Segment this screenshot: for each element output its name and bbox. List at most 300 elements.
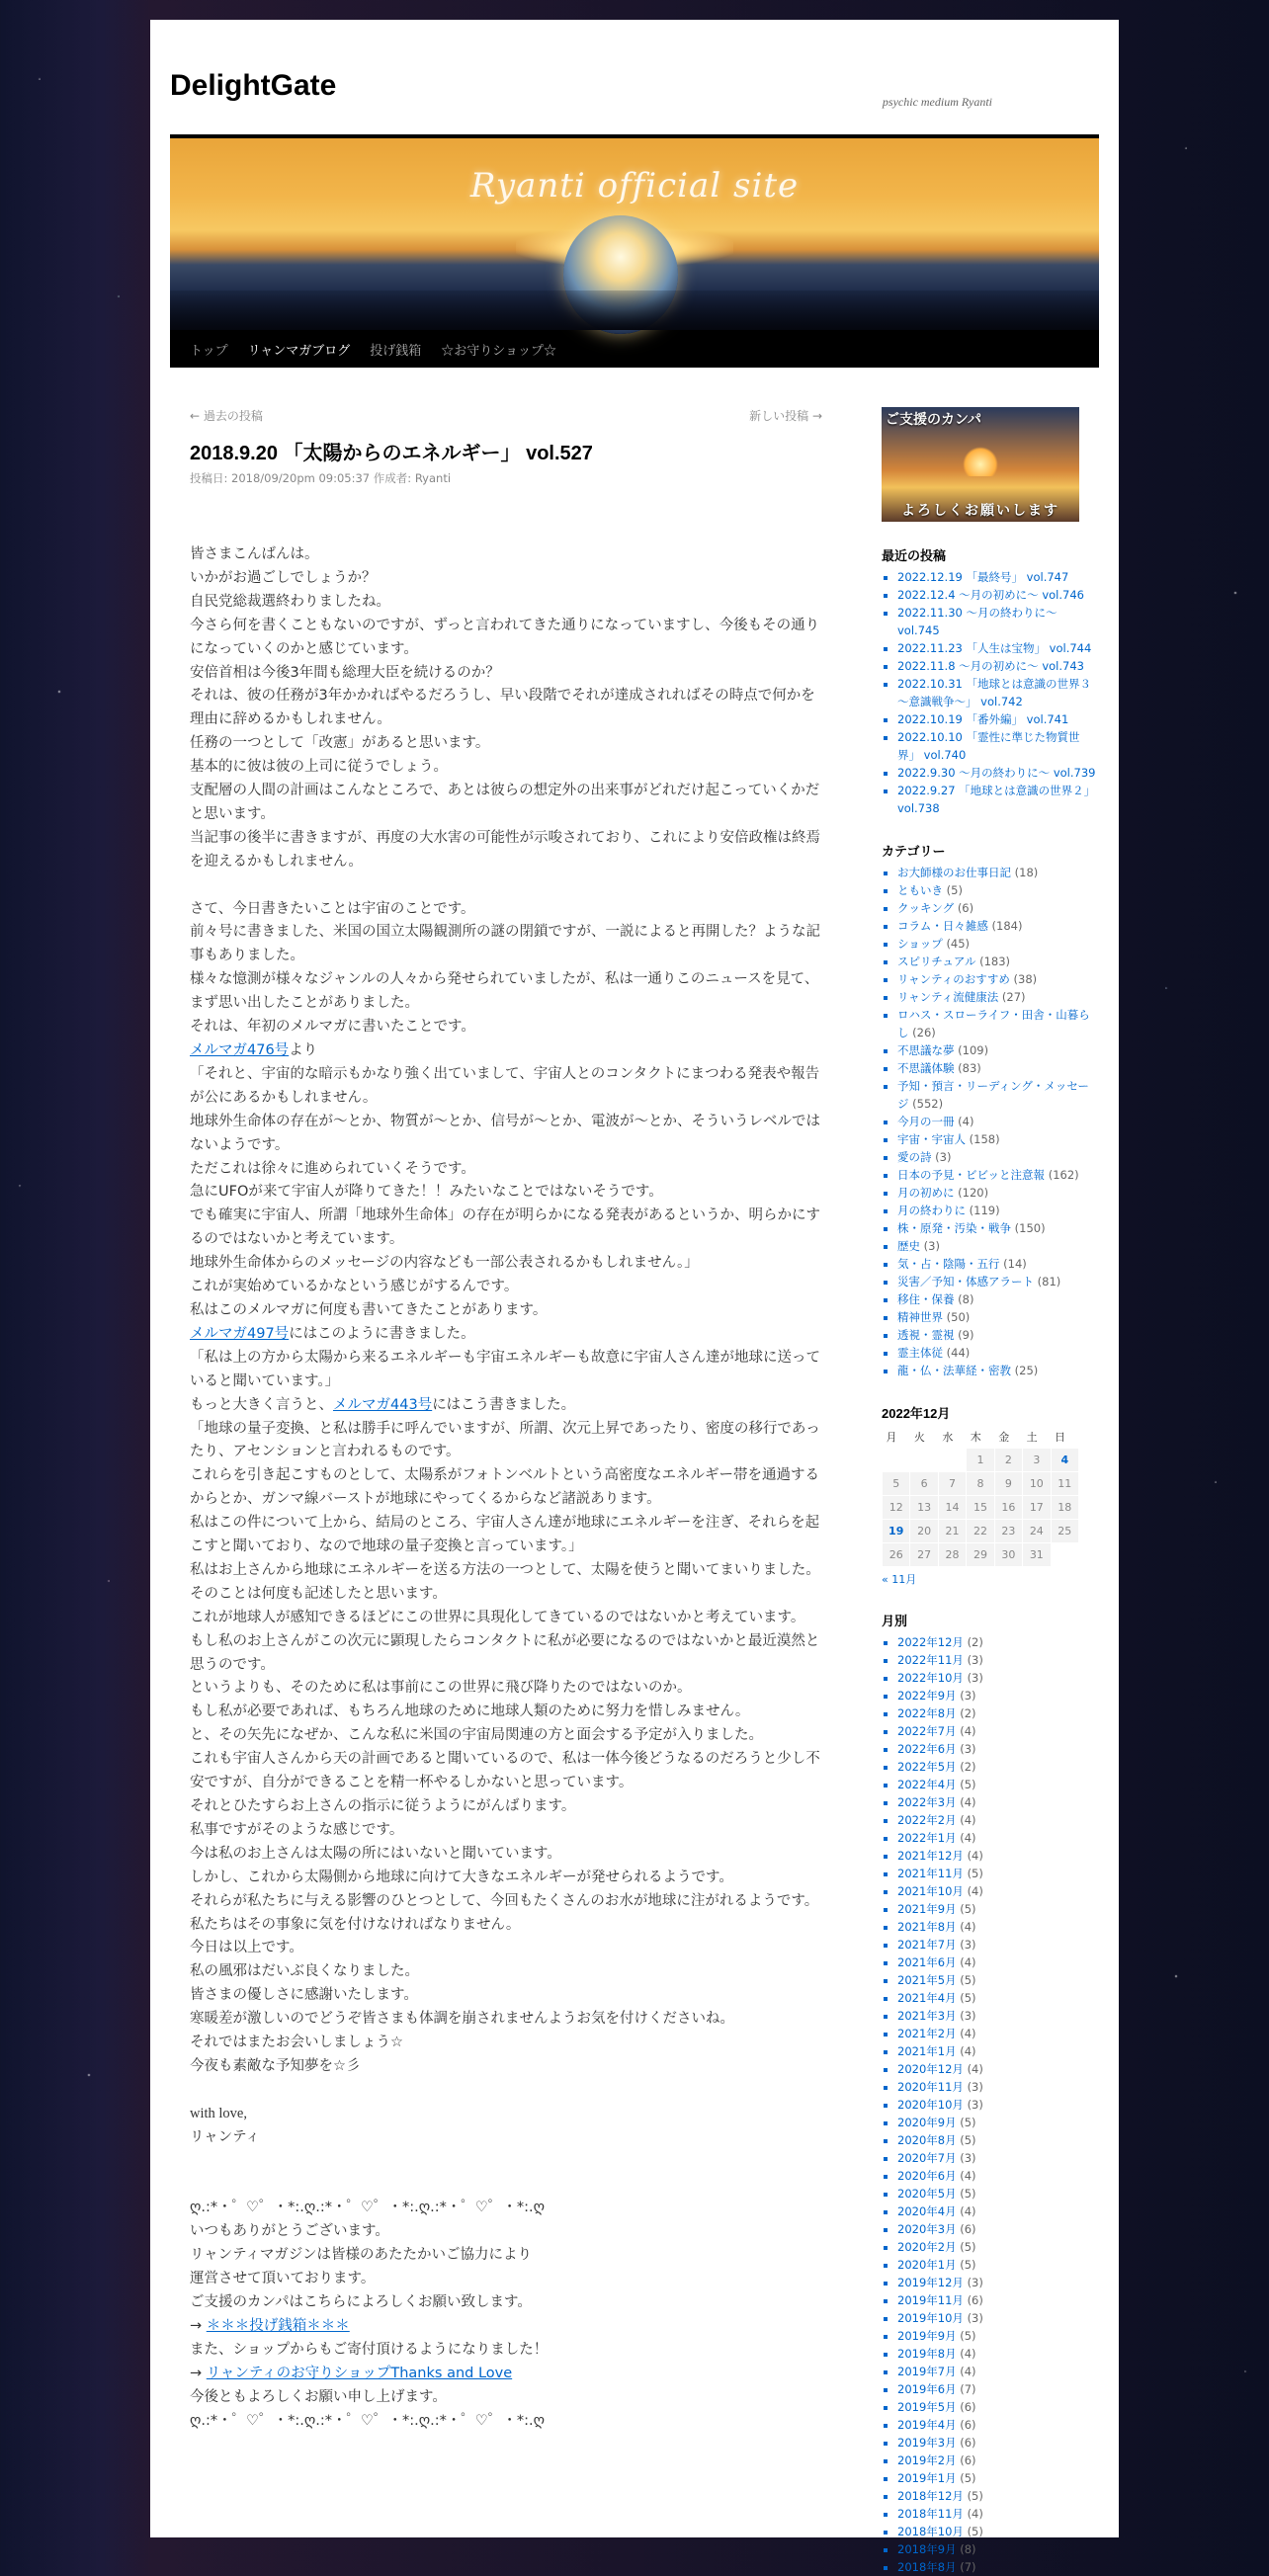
category-item bbox=[897, 1344, 1099, 1362]
recent-post-link[interactable]: ▪ 2022.9.27 「地球とは意識の世界２」 vol.738 bbox=[897, 782, 1099, 817]
archive-item-count: (4) bbox=[967, 2061, 983, 2076]
archive-item bbox=[897, 2327, 1099, 2345]
category-item bbox=[897, 1273, 1099, 1290]
calendar-week bbox=[883, 1519, 1079, 1542]
category-item-link[interactable]: 精神世界 bbox=[897, 1310, 943, 1324]
nav-item[interactable]: 投げ銭箱 bbox=[370, 342, 422, 358]
archive-item bbox=[897, 2434, 1099, 2451]
closing-line: 今後ともよろしくお願い申し上げます。 bbox=[190, 2388, 447, 2405]
category-item bbox=[897, 935, 1099, 953]
shop-arrow: → bbox=[190, 2365, 203, 2381]
category-item-link[interactable]: お大師様のお仕事日記 bbox=[897, 866, 1011, 879]
category-item-count: (158) bbox=[969, 1132, 1000, 1146]
post-title: 2018.9.20 「太陽からのエネルギー」 vol.527 bbox=[190, 443, 593, 464]
archive-item bbox=[897, 2274, 1099, 2291]
shop-line: また、ショップからもご寄付頂けるようになりました！ bbox=[190, 2341, 549, 2358]
archive-item-link[interactable]: 2022年10月 bbox=[897, 1670, 964, 1685]
calendar-day: 18 bbox=[1051, 1495, 1078, 1519]
archive-item-count: (5) bbox=[960, 2257, 976, 2272]
category-item-count: (4) bbox=[958, 1115, 974, 1128]
category-item bbox=[897, 899, 1099, 917]
archive-item bbox=[897, 2469, 1099, 2487]
calendar-weekday: 木 bbox=[970, 1430, 981, 1444]
archive-item bbox=[897, 1633, 1099, 1651]
main-navigation bbox=[170, 330, 1099, 368]
category-item-link[interactable]: リャンティのおすすめ bbox=[897, 972, 1010, 986]
calendar-day: 16 bbox=[994, 1495, 1022, 1519]
category-item-count: (552) bbox=[912, 1097, 944, 1111]
archive-item-link[interactable]: 2021年3月 bbox=[897, 2008, 957, 2023]
recent-posts-list bbox=[897, 568, 1099, 817]
category-item-link[interactable]: 月の初めに bbox=[897, 1186, 955, 1200]
archive-item bbox=[897, 2256, 1099, 2274]
calendar-day: 3 bbox=[1023, 1448, 1051, 1471]
category-item-link[interactable]: 不思議体験 bbox=[897, 1061, 955, 1075]
archive-item-link[interactable]: 2022年6月 bbox=[897, 1741, 957, 1756]
magazine-497-link[interactable]: メルマガ497号 bbox=[190, 1325, 290, 1342]
category-item-link[interactable]: 歴史 bbox=[897, 1239, 920, 1253]
category-item-count: (109) bbox=[958, 1043, 989, 1057]
archive-item-link[interactable]: 2020年5月 bbox=[897, 2186, 957, 2201]
paragraph-space bbox=[190, 898, 822, 2079]
author-link[interactable]: Ryanti bbox=[414, 471, 452, 485]
archive-item-link[interactable]: 2021年10月 bbox=[897, 1883, 964, 1898]
recent-post-link[interactable]: ▪ 2022.12.19 「最終号」 vol.747 bbox=[897, 568, 1099, 586]
previous-post-link[interactable]: ← 過去の投稿 bbox=[190, 409, 263, 423]
archive-item-link[interactable]: 2021年4月 bbox=[897, 1990, 957, 2005]
category-item bbox=[897, 864, 1099, 881]
calendar-day-link[interactable]: 19 bbox=[883, 1519, 910, 1542]
archive-item-link[interactable]: 2022年2月 bbox=[897, 1812, 957, 1827]
archive-item-link[interactable]: 2021年5月 bbox=[897, 1972, 957, 1987]
calendar-day: 28 bbox=[938, 1542, 966, 1566]
calendar-caption: 2022年12月 bbox=[882, 1406, 951, 1421]
archive-item bbox=[897, 1722, 1099, 1740]
archive-item-link[interactable]: 2020年2月 bbox=[897, 2239, 957, 2254]
archive-item-link[interactable]: 2019年9月 bbox=[897, 2328, 957, 2343]
post-body bbox=[190, 543, 822, 2433]
quote-497-text: にはこのように書きました。 「私は上の方から太陽から来るエネルギーも宇宙エネルギーも故意に宇宙人さん達が地球に送っていると聞いています。」 もっと大きく言うと、 bbox=[190, 1325, 820, 1413]
archive-item bbox=[897, 1793, 1099, 1811]
archive-item bbox=[897, 1811, 1099, 1829]
archive-item-count: (4) bbox=[960, 2168, 976, 2183]
category-item-count: (18) bbox=[1014, 866, 1039, 879]
archive-item bbox=[897, 1953, 1099, 1971]
archive-item-count: (6) bbox=[960, 2221, 976, 2236]
archive-item-count: (4) bbox=[960, 2364, 976, 2378]
archive-item bbox=[897, 2078, 1099, 2096]
site-description: psychic medium Ryanti bbox=[882, 95, 992, 109]
archive-item-link[interactable]: 2021年8月 bbox=[897, 1919, 957, 1934]
archive-item-link[interactable]: 2018年11月 bbox=[897, 2506, 964, 2521]
category-item bbox=[897, 1362, 1099, 1379]
archive-item-link[interactable]: 2020年4月 bbox=[897, 2203, 957, 2218]
archive-item-count: (5) bbox=[960, 2328, 976, 2343]
archive-item-link[interactable]: 2019年10月 bbox=[897, 2310, 964, 2325]
archive-item-link[interactable]: 2021年7月 bbox=[897, 1937, 957, 1952]
archive-item-link[interactable]: 2022年7月 bbox=[897, 1723, 957, 1738]
category-item-link[interactable]: ともいき bbox=[897, 883, 943, 897]
category-item-link[interactable]: 移住・保養 bbox=[897, 1292, 955, 1306]
archive-item-link[interactable]: 2020年7月 bbox=[897, 2150, 957, 2165]
archive-item-count: (4) bbox=[960, 1830, 976, 1845]
category-item-count: (5) bbox=[946, 883, 963, 897]
archive-item-link[interactable]: 2021年1月 bbox=[897, 2043, 957, 2058]
category-item-count: (45) bbox=[946, 937, 971, 951]
calendar-day: 8 bbox=[967, 1471, 994, 1495]
signoff: with love, リャンティ bbox=[190, 2105, 260, 2145]
category-item bbox=[897, 1255, 1099, 1273]
archive-item-link[interactable]: 2019年5月 bbox=[897, 2399, 957, 2414]
nav-item[interactable]: トップ bbox=[190, 342, 228, 358]
archive-item-count: (4) bbox=[967, 1883, 983, 1898]
donation-box-link[interactable]: ＊＊＊投げ銭箱＊＊＊ bbox=[206, 2317, 350, 2334]
archive-item-link[interactable]: 2022年9月 bbox=[897, 1688, 957, 1703]
recent-post-link[interactable]: ▪ 2022.10.31 「地球とは意識の世界３～意識戦争～」 vol.742 bbox=[897, 675, 1099, 710]
magazine-443-link[interactable]: メルマガ443号 bbox=[333, 1396, 433, 1413]
archive-item-link[interactable]: 2019年1月 bbox=[897, 2470, 957, 2485]
archive-item-link[interactable]: 2019年2月 bbox=[897, 2452, 957, 2467]
footer-decoration-top: ღ.:*・゜♡゜・*:.ღ.:*・゜♡゜・*:.ღ.:*・゜♡゜・*:.ღ bbox=[190, 2200, 546, 2216]
category-item-count: (50) bbox=[946, 1310, 971, 1324]
post-date-link[interactable]: 2018/09/20pm 09:05:37 bbox=[231, 471, 371, 485]
archive-item-count: (4) bbox=[960, 1794, 976, 1809]
calendar-day: 9 bbox=[994, 1471, 1022, 1495]
calendar-day: 24 bbox=[1023, 1519, 1051, 1542]
calendar-day: 31 bbox=[1023, 1542, 1051, 1566]
calendar-day: 30 bbox=[994, 1542, 1022, 1566]
calendar-day bbox=[1051, 1542, 1078, 1566]
archive-item-count: (4) bbox=[960, 2346, 976, 2361]
shoreline-silhouette bbox=[170, 291, 1099, 330]
recent-post-link[interactable]: ▪ 2022.11.8 ～月の初めに～ vol.743 bbox=[897, 657, 1099, 675]
archive-item-link[interactable]: 2019年11月 bbox=[897, 2292, 964, 2307]
archive-item-count: (3) bbox=[960, 1937, 976, 1952]
archive-item-link[interactable]: 2022年1月 bbox=[897, 1830, 957, 1845]
calendar-day: 6 bbox=[910, 1471, 938, 1495]
category-item-link[interactable]: 不思議な夢 bbox=[897, 1043, 955, 1057]
category-item-count: (26) bbox=[912, 1026, 936, 1039]
recent-post-link[interactable]: ▪ 2022.12.4 ～月の初めに～ vol.746 bbox=[897, 586, 1099, 604]
archive-item bbox=[897, 2558, 1099, 2576]
archive-item bbox=[897, 1918, 1099, 1936]
category-item-count: (3) bbox=[923, 1239, 940, 1253]
archive-item-link[interactable]: 2020年1月 bbox=[897, 2257, 957, 2272]
archive-item-count: (4) bbox=[967, 1848, 983, 1863]
category-item-link[interactable]: 宇宙・宇宙人 bbox=[897, 1132, 966, 1146]
footer-thanks-text: いつもありがとうございます。 リャンティマガジンは皆様のあたたかいご協力により 運営させて頂いております。 ご支援のカンパはこちらによろしくお願い致します。 bbox=[190, 2223, 533, 2311]
sidebar bbox=[882, 407, 1099, 2576]
calendar-widget bbox=[882, 1403, 1099, 1587]
archive-item-link[interactable]: 2021年11月 bbox=[897, 1866, 964, 1880]
calendar-day: 14 bbox=[938, 1495, 966, 1519]
category-item bbox=[897, 1148, 1099, 1166]
category-item-link[interactable]: ロハス・スローライフ・田舎・山暮らし bbox=[897, 1008, 1090, 1039]
archive-item-link[interactable]: 2019年8月 bbox=[897, 2346, 957, 2361]
archive-item bbox=[897, 2167, 1099, 2185]
calendar-day: 25 bbox=[1051, 1519, 1078, 1542]
archive-item-link[interactable]: 2022年8月 bbox=[897, 1705, 957, 1720]
header-banner-image bbox=[170, 134, 1099, 330]
calendar-day: 17 bbox=[1023, 1495, 1051, 1519]
category-item-link[interactable]: 気・占・陰陽・五行 bbox=[897, 1257, 1000, 1271]
recent-post-link[interactable]: ▪ 2022.9.30 ～月の終わりに～ vol.739 bbox=[897, 764, 1099, 782]
archive-item-link[interactable]: 2021年6月 bbox=[897, 1954, 957, 1969]
recent-post-link[interactable]: ▪ 2022.11.23 「人生は宝物」 vol.744 bbox=[897, 639, 1099, 657]
archive-item-link[interactable]: 2019年12月 bbox=[897, 2275, 964, 2289]
category-item-count: (184) bbox=[991, 919, 1023, 933]
archive-item-link[interactable]: 2021年9月 bbox=[897, 1901, 957, 1916]
calendar-table bbox=[882, 1426, 1079, 1567]
donation-banner[interactable] bbox=[882, 407, 1079, 522]
archive-item-link[interactable]: 2018年9月 bbox=[897, 2541, 957, 2556]
category-item-link[interactable]: 災害／予知・体感アラート bbox=[897, 1275, 1034, 1288]
post-content-column bbox=[190, 407, 822, 2433]
archive-item bbox=[897, 1829, 1099, 1847]
archive-item bbox=[897, 2523, 1099, 2540]
site-title[interactable]: DelightGate bbox=[170, 69, 337, 102]
category-item bbox=[897, 1041, 1099, 1059]
archive-item bbox=[897, 2380, 1099, 2398]
category-item bbox=[897, 1326, 1099, 1344]
category-item-link[interactable]: 透視・霊視 bbox=[897, 1328, 955, 1342]
archives-widget bbox=[882, 1611, 1099, 2576]
archive-item-link[interactable]: 2020年6月 bbox=[897, 2168, 957, 2183]
archive-item-count: (3) bbox=[967, 1652, 983, 1667]
category-item-link[interactable]: リャンティ流健康法 bbox=[897, 990, 999, 1004]
archive-item-link[interactable]: 2019年7月 bbox=[897, 2364, 957, 2378]
category-item-count: (14) bbox=[1003, 1257, 1027, 1271]
calendar-week bbox=[883, 1471, 1079, 1495]
category-item-link[interactable]: コラム・日々雑感 bbox=[897, 919, 988, 933]
archive-item-count: (3) bbox=[960, 1688, 976, 1703]
category-item bbox=[897, 881, 1099, 899]
archive-item-link[interactable]: 2019年3月 bbox=[897, 2435, 957, 2450]
nav-item[interactable]: ☆お守りショップ☆ bbox=[441, 342, 557, 358]
category-item-count: (119) bbox=[969, 1204, 1000, 1217]
calendar-day: 12 bbox=[883, 1495, 910, 1519]
archive-item bbox=[897, 2060, 1099, 2078]
archive-item bbox=[897, 1865, 1099, 1882]
next-post-link[interactable]: 新しい投稿 → bbox=[749, 409, 822, 423]
category-item-count: (183) bbox=[979, 955, 1011, 968]
category-item bbox=[897, 1237, 1099, 1255]
archive-item-link[interactable]: 2021年2月 bbox=[897, 2026, 957, 2040]
archive-item-link[interactable]: 2022年11月 bbox=[897, 1652, 964, 1667]
footer-block bbox=[190, 2197, 822, 2433]
categories-list bbox=[897, 864, 1099, 1379]
archive-item bbox=[897, 2025, 1099, 2042]
recent-post-link[interactable]: ▪ 2022.10.10 「霊性に準じた物質世界」 vol.740 bbox=[897, 728, 1099, 764]
recent-post-link[interactable]: ▪ 2022.11.30 ～月の終わりに～ vol.745 bbox=[897, 604, 1099, 639]
archive-item-link[interactable]: 2019年4月 bbox=[897, 2417, 957, 2432]
archive-item-count: (7) bbox=[960, 2559, 976, 2574]
category-item-count: (3) bbox=[935, 1150, 952, 1164]
archive-item-count: (6) bbox=[960, 2399, 976, 2414]
category-item-link[interactable]: ショップ bbox=[897, 937, 943, 951]
archive-item-count: (4) bbox=[967, 2506, 983, 2521]
archive-item bbox=[897, 1776, 1099, 1793]
calendar-day: 1 bbox=[967, 1448, 994, 1471]
magazine-476-link[interactable]: メルマガ476号 bbox=[190, 1042, 290, 1059]
site-header bbox=[170, 49, 1099, 134]
archive-item-count: (5) bbox=[960, 2132, 976, 2147]
archive-item bbox=[897, 2540, 1099, 2558]
archive-item-count: (5) bbox=[967, 2524, 983, 2538]
archive-item bbox=[897, 1687, 1099, 1704]
category-item-count: (83) bbox=[958, 1061, 981, 1075]
quote-476-text: より 「それと、宇宙的な暗示もかなり強く出ていまして、宇宙人とのコンタクトにまつわる発表や報告が公にあるかもしれません。 地球外生命体の存在が～とか、物質が～とか、信号が～とか、電波が～とか、そういうレベルではないようです。 ただこれは徐々に進められていくそうです。 急にUFOが来て宇宙人が降りてきた！！みたいなことではないそうです。 でも確実に宇宙人、所謂「地球外生命体」の存在が明らかになる発表があるというか、明らかにするのではないかと考えています。 地球外生命体からのメッセージの内容なども一部公表されるかもしれません。」 これが実始めているかなという感じがするんです。 私はこのメルマガに何度も書いてきたことがあります。 bbox=[190, 1042, 820, 1318]
archive-item bbox=[897, 2042, 1099, 2060]
category-item-link[interactable]: 龍・仏・法華経・密教 bbox=[897, 1364, 1011, 1377]
calendar-weekday: 土 bbox=[1026, 1430, 1038, 1444]
categories-widget bbox=[882, 841, 1099, 1379]
archive-item-link[interactable]: 2020年11月 bbox=[897, 2079, 964, 2094]
archive-item-count: (5) bbox=[967, 1866, 983, 1880]
category-item-link[interactable]: 株・原発・汚染・戦争 bbox=[897, 1221, 1011, 1235]
calendar-day: 23 bbox=[994, 1519, 1022, 1542]
archive-item-link[interactable]: 2021年12月 bbox=[897, 1848, 964, 1863]
archive-item bbox=[897, 1704, 1099, 1722]
archive-item bbox=[897, 2131, 1099, 2149]
archive-item-link[interactable]: 2022年4月 bbox=[897, 1777, 957, 1791]
archive-item-link[interactable]: 2020年12月 bbox=[897, 2061, 964, 2076]
archive-item-link[interactable]: 2018年12月 bbox=[897, 2488, 964, 2503]
archive-item bbox=[897, 2291, 1099, 2309]
archive-item bbox=[897, 1651, 1099, 1669]
archive-item bbox=[897, 2345, 1099, 2363]
calendar-prev-month-link[interactable]: « 11月 bbox=[882, 1572, 917, 1586]
archive-item bbox=[897, 2451, 1099, 2469]
archive-item-count: (6) bbox=[967, 2292, 983, 2307]
archive-item bbox=[897, 1989, 1099, 2007]
calendar-day: 20 bbox=[910, 1519, 938, 1542]
donate-arrow: → bbox=[190, 2317, 203, 2334]
archive-item-count: (3) bbox=[967, 2079, 983, 2094]
archive-item-link[interactable]: 2022年5月 bbox=[897, 1759, 957, 1774]
category-item-count: (150) bbox=[1014, 1221, 1046, 1235]
calendar-day: 7 bbox=[938, 1471, 966, 1495]
category-item bbox=[897, 917, 1099, 935]
author-prefix: 作成者: bbox=[370, 471, 415, 485]
category-item-link[interactable]: 予知・預言・リーディング・メッセージ bbox=[897, 1079, 1089, 1111]
archive-item-count: (4) bbox=[960, 1812, 976, 1827]
category-item-link[interactable]: 月の終わりに bbox=[897, 1204, 966, 1217]
archive-item-count: (3) bbox=[967, 1670, 983, 1685]
calendar-day: 5 bbox=[883, 1471, 910, 1495]
category-item bbox=[897, 1113, 1099, 1130]
quote-443-text: にはこう書きました。 「地球の量子変換、と私は勝手に呼んでいますが、所謂、次元上昇であったり、密度の移行であったり、アセンションと言われるものです。 これらを引き起こすものとして、太陽系がフォトンベルトという高密度なエネルギー帯を通過するからとか、ガンマ線バーストが地球にやってくるからなど諸説あります。 私はこの件について上から、結局のところ、宇宙人さん達が地球にエネルギーを注ぎ、それらを起こすと聞いており、なので地球の量子変換と言っています。」 私はお上さんから地球にエネルギーを送る方法の一つとして、太陽を使うと聞いてまいりました。 そのことは何度も記述したと思います。 これが地球人が感知できるほどにこの世界に具現化してきているのではないかと考えています。 もし私のお上さんがこの次元に顕現したらコンタクトに私が必要になるのではないかと最近漠然と思うのです。 というよりも、そのために私は事前にこの世界に飛び降りたのではないのか。 もし私が必要であれば、もちろん地球のために地球人類のために努力を惜しみません。 と、その矢先になぜか、こんな私に米国の宇宙局関連の方と面会する予定が入りました。 これも宇宙人さんから天の計画であると聞いているので、私は一体今後どうなるのだろうと少し不安ですが、自分ができることを精一杯やるしかないと思っています。 それとひたすらお上さんの指示に従うようにがんばります。 私事ですがそのような感じです。 今は私のお上さんは太陽の所にはいないと聞いています。 しかし、これから太陽側から地球に向けて大きなエネルギーが発せられるようです。 それらが私たちに与える影響のひとつとして、今回もたくさんのお水が地球に注がれるようです。 私たちはその事象に気を付けなければなりません。 今日は以上です。 私の風邪はだいぶ良くなりました。 皆さまの優しさに感謝いたします。 寒暖差が激しいのでどうぞ皆さまも体調を崩されませんようお気を付けくださいね。 それではまたお会いしましょう☆ 今夜も素敵な予知夢を☆彡 bbox=[190, 1396, 820, 2074]
archive-item-link[interactable]: 2022年12月 bbox=[897, 1634, 964, 1649]
calendar-day: 26 bbox=[883, 1542, 910, 1566]
category-item bbox=[897, 1308, 1099, 1326]
category-item bbox=[897, 988, 1099, 1006]
calendar-days bbox=[883, 1448, 1079, 1566]
archive-item-count: (4) bbox=[960, 2043, 976, 2058]
archive-item-count: (6) bbox=[960, 2435, 976, 2450]
archive-item bbox=[897, 2487, 1099, 2505]
category-item-count: (25) bbox=[1014, 1364, 1039, 1377]
category-item-link[interactable]: 日本の予見・ビビッと注意報 bbox=[897, 1168, 1046, 1182]
archive-item bbox=[897, 2149, 1099, 2167]
calendar-weekday: 月 bbox=[886, 1430, 897, 1444]
archive-item-link[interactable]: 2022年3月 bbox=[897, 1794, 957, 1809]
archive-item-count: (7) bbox=[960, 2381, 976, 2396]
categories-title: カテゴリー bbox=[882, 844, 946, 859]
category-item bbox=[897, 1059, 1099, 1077]
archive-item bbox=[897, 2007, 1099, 2025]
archive-item-count: (4) bbox=[960, 1723, 976, 1738]
archive-item bbox=[897, 1971, 1099, 1989]
archive-item-count: (4) bbox=[960, 2203, 976, 2218]
category-item-link[interactable]: 今月の一冊 bbox=[897, 1115, 955, 1128]
archive-item bbox=[897, 1740, 1099, 1758]
category-item-count: (6) bbox=[957, 901, 974, 915]
category-item-link[interactable]: スピリチュアル bbox=[897, 955, 976, 968]
archive-item-count: (5) bbox=[960, 2239, 976, 2254]
calendar-day-link[interactable]: 4 bbox=[1051, 1448, 1078, 1471]
calendar-day: 22 bbox=[967, 1519, 994, 1542]
archive-item bbox=[897, 2096, 1099, 2114]
category-item-count: (38) bbox=[1013, 972, 1038, 986]
archive-item bbox=[897, 2398, 1099, 2416]
archive-item-link[interactable]: 2020年9月 bbox=[897, 2115, 957, 2129]
category-item bbox=[897, 1006, 1099, 1041]
heart-hands-icon bbox=[963, 447, 998, 476]
archive-item-link[interactable]: 2018年10月 bbox=[897, 2524, 964, 2538]
category-item bbox=[897, 1202, 1099, 1219]
category-item bbox=[897, 953, 1099, 970]
archive-item-count: (3) bbox=[967, 2097, 983, 2112]
archive-item bbox=[897, 2114, 1099, 2131]
category-item-link[interactable]: 霊主体従 bbox=[897, 1346, 943, 1360]
archive-item-link[interactable]: 2019年6月 bbox=[897, 2381, 957, 2396]
category-item bbox=[897, 1219, 1099, 1237]
archive-item-link[interactable]: 2020年10月 bbox=[897, 2097, 964, 2112]
paragraph-intro: 皆さまこんばんは。 いかがお過ごしでしょうか？ 自民党総裁選終わりましたね。 今さら何を書くこともないのですが、ずっと言われてきた通りになっていますし、今後もその通りになっていくのかと感じています。 安倍首相は今後3年間も総理大臣を続けるのか？ それは、彼の任務が3年かかればやるだろうし、早い段階でそれが達成されればその時点で何かを理由に辞めるかもしれません。 任務の一つとして「改憲」があると思います。 基本的に彼は彼の上司に従うでしょう。 支配層の人間の計画はこんなところで、あとは彼らの想定外の出来事がどれだけ起こっていくかだと思います。 当記事の後半に書きますが、再度の大水害の可能性が示唆されており、これにより安倍政権は終焉を迎えるかもしれません。 bbox=[190, 546, 820, 870]
archive-item-count: (4) bbox=[960, 1954, 976, 1969]
amulet-shop-link[interactable]: リャンティのお守りショップThanks and Love bbox=[206, 2365, 513, 2381]
category-item-link[interactable]: クッキング bbox=[897, 901, 955, 915]
recent-post-link[interactable]: ▪ 2022.10.19 「番外編」 vol.741 bbox=[897, 710, 1099, 728]
calendar-week bbox=[883, 1448, 1079, 1471]
calendar-day bbox=[938, 1448, 966, 1471]
calendar-day: 21 bbox=[938, 1519, 966, 1542]
nav-item[interactable]: リャンマガブログ bbox=[247, 342, 351, 358]
archive-item-count: (5) bbox=[960, 2115, 976, 2129]
calendar-day: 2 bbox=[994, 1448, 1022, 1471]
archive-item-link[interactable]: 2020年8月 bbox=[897, 2132, 957, 2147]
calendar-day: 13 bbox=[910, 1495, 938, 1519]
archive-item-count: (2) bbox=[960, 1705, 976, 1720]
archive-item bbox=[897, 2238, 1099, 2256]
category-item-link[interactable]: 愛の詩 bbox=[897, 1150, 932, 1164]
archive-item-count: (5) bbox=[960, 1777, 976, 1791]
archive-item bbox=[897, 1900, 1099, 1918]
archives-list bbox=[897, 1633, 1099, 2576]
calendar-week bbox=[883, 1542, 1079, 1566]
calendar-day: 27 bbox=[910, 1542, 938, 1566]
category-item bbox=[897, 970, 1099, 988]
archive-item bbox=[897, 2505, 1099, 2523]
archive-item-link[interactable]: 2018年8月 bbox=[897, 2559, 957, 2574]
archive-item bbox=[897, 2309, 1099, 2327]
archive-item bbox=[897, 2185, 1099, 2202]
calendar-week bbox=[883, 1495, 1079, 1519]
archive-item-link[interactable]: 2020年3月 bbox=[897, 2221, 957, 2236]
archive-item bbox=[897, 1936, 1099, 1953]
archives-title: 月別 bbox=[882, 1613, 908, 1628]
